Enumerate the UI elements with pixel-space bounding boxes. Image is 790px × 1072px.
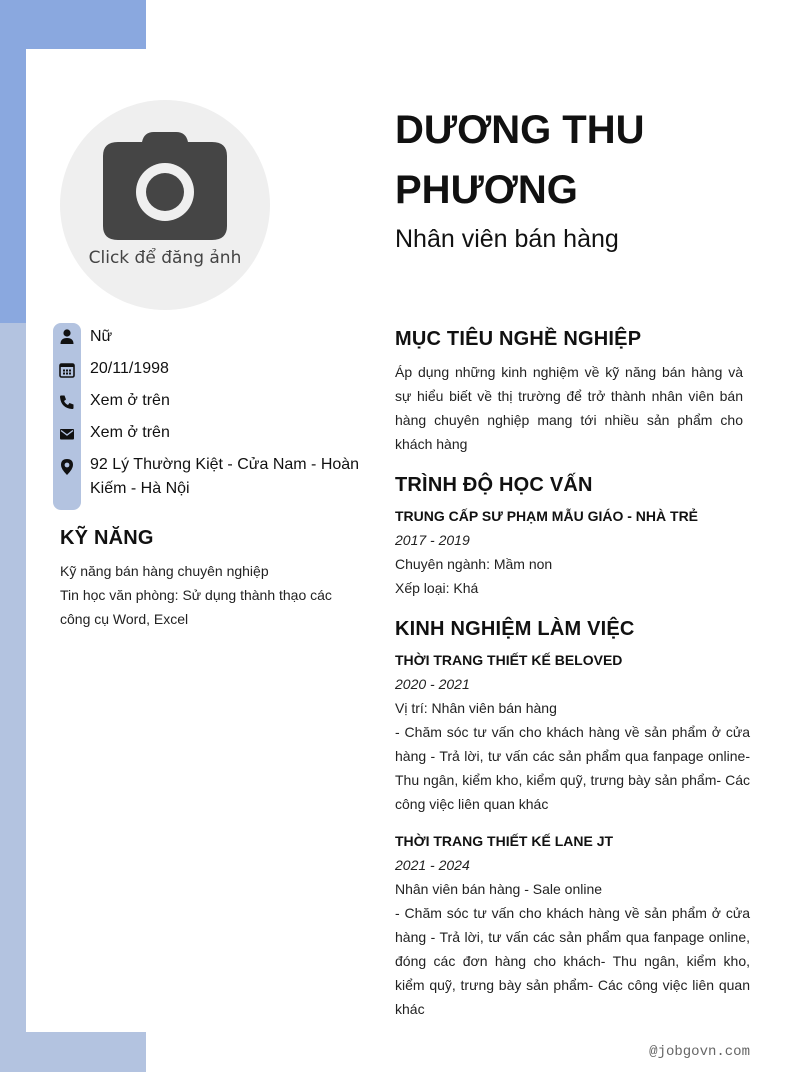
education-grade: Xếp loại: Khá: [395, 580, 479, 596]
decor-side-strip: [0, 323, 26, 1072]
job-company: THỜI TRANG THIẾT KẾ BELOVED: [395, 652, 623, 668]
objective-title: MỤC TIÊU NGHỀ NGHIỆP: [395, 328, 642, 350]
decor-bottom-block: [0, 1032, 146, 1072]
name-line-2: PHƯƠNG: [395, 168, 578, 212]
education-years: 2017 - 2019: [395, 532, 470, 548]
skills-list: [60, 559, 350, 631]
phone-icon: [58, 393, 76, 411]
job-details: - Chăm sóc tư vấn cho khách hàng về sản phẩm ở cửa hàng - Trả lời, tư vấn các sản phẩm qua fanpage online, đóng các đơn hàng cho khách- Thu ngân, kiểm kho, kiểm quỹ, trưng bày sản phẩm- Các công việc liên quan khác: [395, 905, 750, 1017]
address-line-1: 92 Lý Thường Kiệt - Cửa Nam - Hoàn: [90, 456, 360, 473]
phone-text: Xem ở trên: [90, 392, 170, 409]
job-position: Nhân viên bán hàng - Sale online: [395, 881, 603, 897]
gender-text: Nữ: [90, 328, 113, 345]
skill-item: Tin học văn phòng: Sử dụng thành thạo các: [60, 587, 332, 603]
objective-text: Áp dụng những kinh nghiệm về kỹ năng bán hàng và sự hiểu biết về thị trường để trở thành nhân viên bán hàng chuyên nghiệp mang tới nhiều sản phẩm cho khách hàng: [395, 364, 743, 452]
contact-icon-bar: [53, 323, 81, 510]
address-line-2: Kiếm - Hà Nội: [90, 480, 190, 497]
education-school: TRUNG CẤP SƯ PHẠM MẪU GIÁO - NHÀ TRẺ: [395, 508, 699, 524]
skill-item: công cụ Word, Excel: [60, 611, 189, 627]
name-line-1: DƯƠNG THU: [395, 108, 645, 152]
job-company: THỜI TRANG THIẾT KẾ LANE JT: [395, 833, 614, 849]
calendar-icon: [58, 361, 76, 379]
education-major: Chuyên ngành: Mầm non: [395, 556, 553, 572]
address-text: [90, 453, 359, 501]
job-years: 2021 - 2024: [395, 857, 470, 873]
location-pin-icon: [58, 458, 76, 476]
job-years: 2020 - 2021: [395, 676, 470, 692]
candidate-name: [395, 100, 755, 220]
job-position: Vị trí: Nhân viên bán hàng: [395, 700, 557, 716]
person-icon: [58, 328, 76, 346]
avatar-label: Click để đăng ảnh: [88, 248, 242, 268]
avatar-upload[interactable]: [60, 100, 270, 310]
footer-brand: @jobgovn.com: [649, 1044, 750, 1060]
skill-item: Kỹ năng bán hàng chuyên nghiệp: [60, 563, 269, 579]
email-icon: [58, 425, 76, 443]
birthday-text: 20/11/1998: [90, 360, 169, 377]
candidate-role: Nhân viên bán hàng: [395, 225, 619, 253]
skills-title: KỸ NĂNG: [60, 527, 154, 549]
job-details: - Chăm sóc tư vấn cho khách hàng về sản phẩm ở cửa hàng - Trả lời, tư vấn các sản phẩm qua fanpage online- Thu ngân, kiểm kho, kiểm quỹ, trưng bày sản phẩm- Các công việc liên quan khác: [395, 724, 750, 812]
experience-title: KINH NGHIỆM LÀM VIỆC: [395, 618, 635, 640]
email-text: Xem ở trên: [90, 424, 170, 441]
camera-icon: [102, 130, 228, 240]
education-title: TRÌNH ĐỘ HỌC VẤN: [395, 474, 593, 496]
